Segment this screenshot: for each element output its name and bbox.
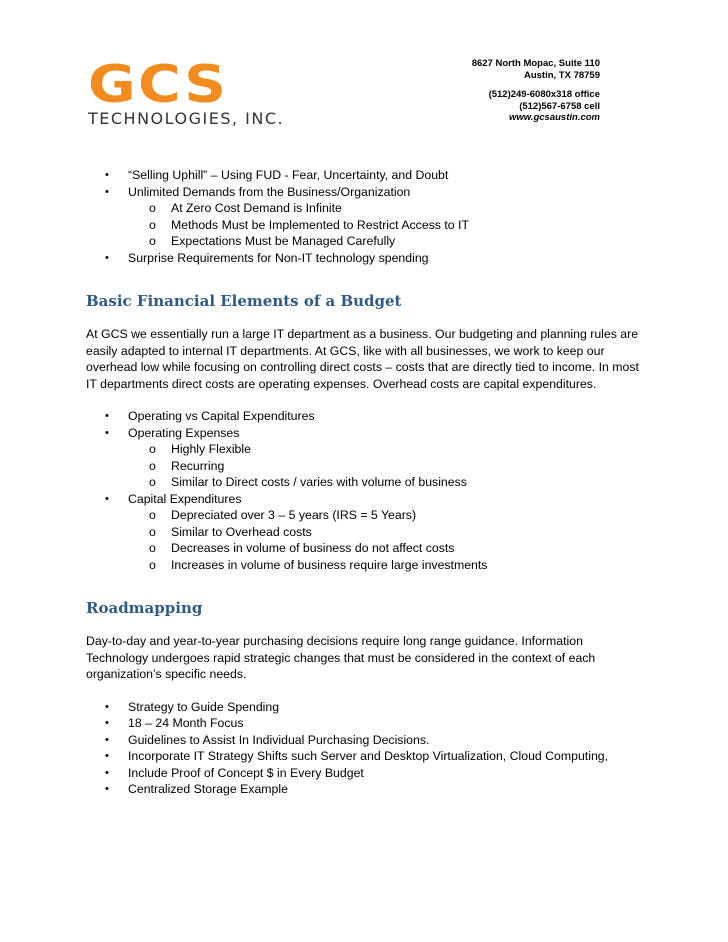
circle-bullet-icon: o (149, 524, 156, 539)
list-item: • “Selling Uphill” – Using FUD - Fear, Uncertainty, and Doubt (105, 168, 449, 182)
sub-list-item: o Depreciated over 3 – 5 years (IRS = 5 Years) (149, 508, 417, 522)
sub-list-item: o Similar to Overhead costs (149, 524, 312, 539)
bullet-icon: • (105, 185, 109, 198)
sub-list-item: o Increases in volume of business require large investments (149, 557, 488, 572)
sub-list-item: o Methods Must be Implemented to Restrict Access to IT (149, 217, 469, 232)
document-body (86, 167, 646, 798)
bullet-icon: • (105, 169, 109, 181)
bullet-icon: • (105, 717, 109, 729)
address-street: 8627 North Mopac, Suite 110 (471, 58, 600, 69)
circle-bullet-icon: o (149, 217, 156, 232)
circle-bullet-icon: o (149, 557, 156, 572)
list-item: • Operating vs Capital Expenditures (105, 409, 315, 423)
bullet-icon: • (105, 410, 109, 422)
bullet-icon: • (105, 700, 109, 713)
logo-subtitle: TECHNOLOGIES, INC. (88, 109, 285, 128)
circle-bullet-icon: o (149, 234, 156, 248)
budget-bullet-list (86, 408, 646, 573)
list-item: • Guidelines to Assist In Individual Purchasing Decisions. (105, 732, 430, 747)
company-address-block (472, 58, 600, 124)
bullet-icon: • (105, 492, 109, 505)
list-item: • Surprise Requirements for Non-IT technology spending (105, 250, 429, 265)
budget-paragraph: At GCS we essentially run a large IT department as a business. Our budgeting and planning rules are easily adapted to internal IT departments. At GCS, like with all businesses, we work to keep our overhead low while focusing on controlling direct costs – costs that are directly tied to income. In most IT departments direct costs are operating expenses. Overhead costs are capital expenditures. (86, 327, 639, 391)
sub-list-item: o Expectations Must be Managed Carefully (149, 234, 396, 248)
list-item: • Incorporate IT Strategy Shifts such Server and Desktop Virtualization, Cloud Computing, (105, 749, 609, 763)
circle-bullet-icon: o (149, 541, 156, 555)
sub-bullet-list (128, 441, 646, 491)
circle-bullet-icon: o (149, 442, 156, 456)
circle-bullet-icon: o (149, 201, 156, 215)
intro-bullet-list (86, 167, 646, 266)
list-item: • Capital Expenditures o Depreciated over 3 – 5 years (IRS = 5 Years) o Similar to Overhead costs o Decreases in volume of business do not affect costs o Increases in volume of business require large investments (86, 491, 646, 574)
company-logo (88, 55, 328, 128)
phone-office: (512)249-6080x318 office (488, 89, 600, 100)
bullet-icon: • (105, 750, 109, 762)
logo-wordmark: GCS (88, 55, 229, 115)
list-item: • Centralized Storage Example (105, 782, 288, 796)
circle-bullet-icon: o (149, 508, 156, 522)
address-city: Austin, TX 78759 (523, 69, 600, 81)
list-item: • Strategy to Guide Spending (105, 699, 280, 714)
roadmapping-paragraph: Day-to-day and year-to-year purchasing decisions require long range guidance. Information Technology undergoes rapid strategic changes that must be considered in the context of each organization’s specific needs. (86, 634, 596, 681)
list-item: • Operating Expenses o Highly Flexible o Recurring o Similar to Direct costs / varies with volume of business (86, 425, 646, 491)
list-item: • Include Proof of Concept $ in Every Budget (105, 765, 364, 780)
sub-list-item: o Recurring (149, 458, 225, 473)
bullet-icon: • (105, 766, 109, 779)
section-heading-budget: Basic Financial Elements of a Budget (86, 292, 402, 310)
sub-bullet-list (128, 200, 646, 250)
circle-bullet-icon: o (149, 475, 156, 489)
bullet-icon: • (105, 251, 109, 264)
website-link[interactable]: www.gcsaustin.com (509, 112, 600, 123)
section-heading-roadmapping: Roadmapping (86, 599, 203, 617)
list-item: • Unlimited Demands from the Business/Organization o At Zero Cost Demand is Infinite o Methods Must be Implemented to Restrict Access to IT o Expectations Must be Managed Carefully (86, 184, 646, 250)
phone-cell: (512)567-6758 cell (519, 100, 600, 112)
bullet-icon: • (105, 733, 109, 746)
sub-bullet-list (128, 507, 646, 573)
sub-list-item: o Highly Flexible (149, 442, 251, 456)
bullet-icon: • (105, 783, 109, 795)
sub-list-item: o At Zero Cost Demand is Infinite (149, 201, 342, 215)
roadmapping-bullet-list (86, 699, 646, 798)
list-item: • 18 – 24 Month Focus (105, 716, 244, 730)
bullet-icon: • (105, 426, 109, 439)
sub-list-item: o Similar to Direct costs / varies with volume of business (149, 475, 467, 489)
circle-bullet-icon: o (149, 458, 156, 473)
sub-list-item: o Decreases in volume of business do not affect costs (149, 541, 455, 555)
